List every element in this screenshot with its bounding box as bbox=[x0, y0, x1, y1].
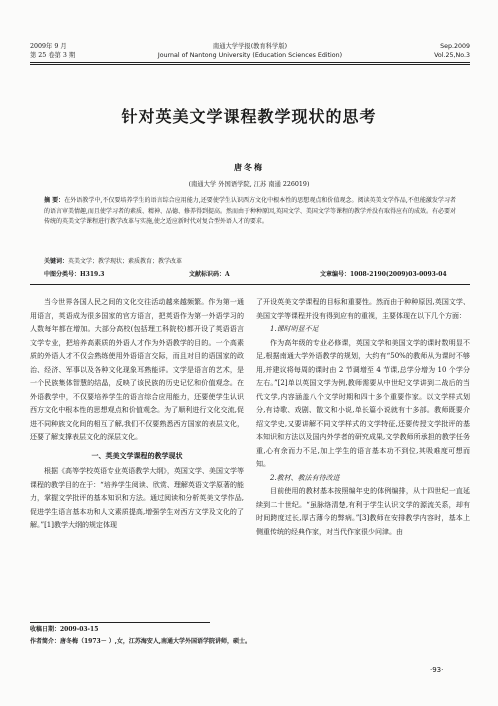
class-hours-paragraph: 作为高年级的专业必修课，英国文学和美国文学的课时数明显不足,根据南通大学外语教学的规划，大约有“50%的教师从为课时不够用,并建议将每周的课时由 2 节调增至 4 节课,总学分增为 10 个学分左右。”[2]单以英国文学为例,教师需要从中世纪文学讲到二战后的当代文学,内容涵盖八个文学时期和四十多个重要作家。以文学样式划分,有诗歌、戏剧、散文和小说,单长篇小说就有十多部。教师既要介绍文学史,又要讲解不同文学样式的文学特征,还要传授文学批评的基本知识和方法以及国内外学者的研究成果,文学教师所承担的教学任务重,心有余而力不足,加上学生的语言基本功不到位,其吸难度可想而知。 bbox=[256, 338, 470, 468]
author-name: 唐冬梅 bbox=[234, 162, 264, 172]
intro-paragraph: 当今世界各国人民之间的文化交往活动越来越频繁。作为第一通用语言，英语成为很多国家的官方语言，把英语作为第一外语学习的人数每年都在增加。大部分高校(包括理工科院校)都开设了英语语言文学专业，把培养高素质的外语人才作为外语教学的目的。一个高素质的外语人才不仅会熟练使用外语语言交际，而且对目的语国家的政治、经济、军事以及各种文化现象耳熟能详。文学是语言的艺术，是一个民族集体智慧的结晶，反映了该民族的历史记忆和价值观念。在外语教学中，不仅要培养学生的语言综合应用能力，还要使学生认识西方文化中根本性的思想观点和价值观念。为了顺利进行文化交流,促进不同种族文化间的相互了解,我们不仅要熟悉西方国家的表层文化，还要了解支撑表层文化的深层文化。 bbox=[30, 298, 244, 441]
keywords-text: 英美文学；教学现状；素质教育；教学改革 bbox=[68, 258, 183, 265]
header-rule bbox=[30, 62, 470, 63]
subheading-1: 1.课时明显不足 bbox=[270, 325, 319, 333]
abstract-label: 摘 要： bbox=[44, 197, 65, 204]
continued-paragraph: 了开设英美文学课程的目标和重要性。然而由于种种原因,英国文学、美国文学等课程并没有得到应有的重视，主要体现在以下几个方面： bbox=[256, 298, 470, 320]
journal-name bbox=[30, 42, 470, 60]
keywords-label: 关键词： bbox=[44, 258, 69, 265]
paper-title: 针对英美文学课程教学现状的思考 bbox=[121, 107, 377, 126]
document-code: 文献标识码：A bbox=[189, 271, 230, 278]
section-heading-1: 一、英美文学课程的教学现状 bbox=[91, 450, 183, 460]
issue-date-en: Sep.2009 bbox=[440, 43, 470, 50]
abstract-rule bbox=[30, 284, 470, 285]
volume-line: 第 25 卷第 3 期 bbox=[30, 52, 76, 59]
abstract bbox=[44, 196, 456, 228]
volume-en: Vol.25,No.3 bbox=[434, 52, 470, 59]
author-bio: 作者简介：唐冬梅（1973－ ）,女，江苏海安人,南通大学外国语学院讲师，硕士。 bbox=[30, 638, 251, 645]
subheading-2: 2.教材、教法有待改进 bbox=[270, 473, 340, 482]
right-column bbox=[256, 296, 470, 539]
issue-info-en bbox=[434, 42, 470, 60]
section1-paragraph: 根据《高等学校英语专业英语教学大纲》，英国文学、美国文学等课程的教学目的在于：“培养学生阅读、欣赏、理解英语文学原著的能力，掌握文学批评的基本知识和方法。通过阅读和分析英美文学作品,促进学生语言基本功和人文素质提高,增强学生对西方文学及文化的了解。”[1]教学大纲的规定体现 bbox=[30, 467, 244, 529]
textbook-paragraph: 目前使用的教材基本按照编年史的体例编排，从十四世纪一直延续到二十世纪。“虽脉络清楚,有利于学生认识文学的源流关系，却有时间跨度过长,厚古薄今的弊病。”[3]教师在安排教学内容时，基本上侧重传统的经典作家，对当代作家很少问津。由 bbox=[256, 487, 470, 536]
left-column bbox=[30, 296, 244, 533]
footnote bbox=[30, 624, 470, 648]
received-date: 收稿日期：2009-03-15 bbox=[30, 626, 99, 633]
journal-name-en: Journal of Nantong University (Education Sciences Edition) bbox=[157, 52, 343, 59]
footnote-rule bbox=[30, 622, 210, 623]
author-affiliation: (南通大学 外国语学院, 江苏 南通 226019) bbox=[188, 181, 310, 188]
keywords bbox=[44, 256, 456, 265]
article-number: 文章编号：1008-2190(2009)03-0093-04 bbox=[320, 271, 447, 278]
journal-name-cn: 南通大学学报(教育科学版) bbox=[212, 43, 288, 50]
clc-number: 中图分类号：H319.3 bbox=[44, 271, 105, 278]
issue-date-line: 2009年 9 月 bbox=[30, 43, 67, 50]
header-rule-thin bbox=[30, 64, 470, 65]
page-number: ·93· bbox=[430, 666, 444, 674]
abstract-text: 在外语教学中,不仅要培养学生的语言综合应用能力,还要使学生认识西方文化中根本性的思想观点和价值观念。阅读英美文学作品,不但能激发学习者的语言审美情趣,而且使学习者的素质、精神、品德、修养得到提高。然而由于种种原因,英国文学、美国文学等课程的教学并没有取得应有的成效。有必要对传统的英美文学课程进行教学改革与实施,使之适应新时代对复合型外语人才的要求。 bbox=[44, 197, 456, 225]
